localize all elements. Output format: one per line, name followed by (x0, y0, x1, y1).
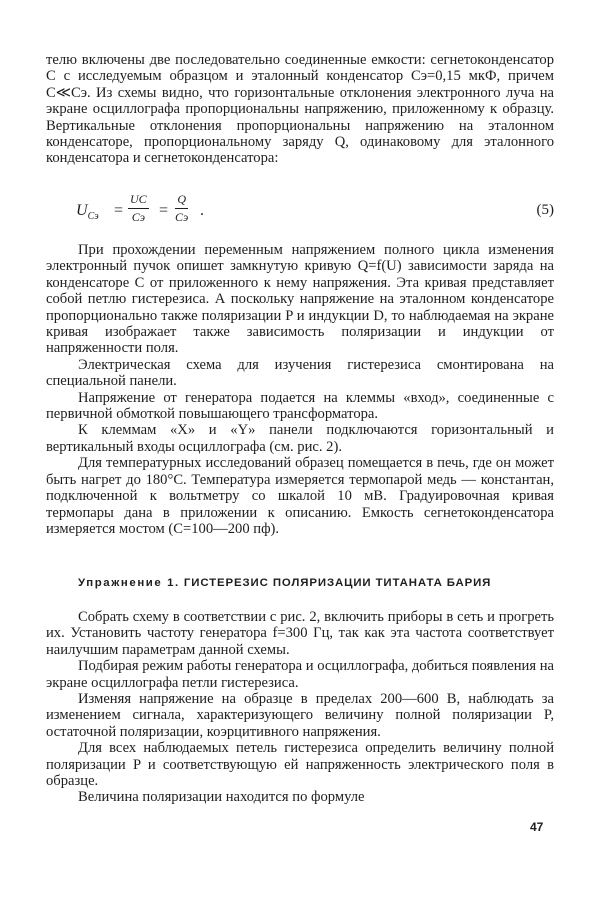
formula-fraction-1 (128, 192, 149, 225)
formula-5 (76, 190, 554, 234)
paragraph-capacitors: телю включены две последовательно соединенные емкости: сегнетоконденсатор C с исследуемым образцом и эталонный конденсатор Cэ=0,15 мкФ, причем C≪Cэ. Из схемы видно, что горизонтальные отклонения электронного луча на экране осциллографа пропорциональны напряжению, приложенному к образцу. Вертикальные отклонения пропорциональны напряжению на эталонном конденсаторе, пропорциональному заряду Q, одинаковому для эталонного конденсатора и сегнетоконденсатора: (46, 52, 554, 167)
exercise-heading (78, 577, 554, 589)
paragraph-terminals: К клеммам «X» и «Y» панели подключаются горизонтальный и вертикальный входы осциллографа (см. рис. 2). (46, 422, 554, 455)
paragraph-electrical-scheme: Электрическая схема для изучения гистерезиса смонтирована на специальной панели. (46, 356, 554, 390)
top-text-block (46, 52, 554, 167)
paragraph-hysteresis-loop: При прохождении переменным напряжением полного цикла изменения электронный пучок опишет замкнутую кривую Q=f(U) зависимости заряда на конденсаторе C от приложенного к нему напряжения. Эта кривая представляет собой петлю гистерезиса. А поскольку напряжение на эталонном конденсаторе пропорционально также поляризации P и индукции D, то наблюдаемая на экране кривая изображает также зависимость поляризации и индукции от напряженности поля. (46, 242, 554, 357)
exercise-title: ГИСТЕРЕЗИС ПОЛЯРИЗАЦИИ ТИТАНАТА БАРИЯ (183, 577, 492, 589)
fraction-1-numerator: UC (128, 192, 149, 209)
paragraph-determine: Для всех наблюдаемых петель гистерезиса определить величину полной поляризации P и соответствующую ей напряженность электрического поля в образце. (46, 740, 554, 790)
fraction-1-denominator: Cэ (131, 210, 145, 224)
paragraph-assemble: Собрать схему в соответствии с рис. 2, включить приборы в сеть и прогреть их. Установить частоту генератора f=300 Гц, так как эта частота соответствует наилучшим параметрам данной схемы. (46, 609, 554, 658)
formula-lhs: $U_{Cэ}$ (76, 202, 99, 223)
paragraph-generator: Напряжение от генератора подается на клеммы «вход», соединенные с первичной обмоткой повышающего трансформатора. (46, 389, 554, 423)
exercise-label: Упражнение 1. (78, 577, 180, 589)
paragraph-formula-intro: Величина поляризации находится по формуле (78, 789, 365, 806)
paragraph-temperature: Для температурных исследований образец помещается в печь, где он может быть нагрет до 180°C. Температура измеряется термопарой медь — константан, подключенной к вольтметру со шкалой 10 мВ. Градуировочная кривая термопары дана в приложении к описанию. Емкость сегнетоконденсатора измеряется мостом (C=100—200 пф). (46, 455, 554, 537)
formula-equals-1: = (114, 202, 124, 219)
formula-fraction-2 (175, 192, 188, 225)
body-text-block (46, 242, 554, 537)
fraction-2-numerator: Q (175, 192, 188, 209)
paragraph-select-mode: Подбирая режим работы генератора и осциллографа, добиться появления на экране осциллографа петли гистерезиса. (46, 658, 554, 691)
page-number: 47 (530, 820, 544, 834)
formula-number: (5) (536, 202, 554, 218)
formula-period: . (200, 202, 204, 219)
formula-lhs-subscript: Cэ (87, 211, 99, 223)
exercise-text-block (46, 609, 554, 806)
paragraph-vary-voltage: Изменяя напряжение на образце в пределах 200—600 В, наблюдать за изменением сигнала, характеризующего величину полной поляризации P, остаточной поляризации, коэрцитивного напряжения. (46, 691, 554, 740)
formula-equals-2: = (159, 202, 169, 219)
fraction-2-denominator: Cэ (175, 210, 189, 224)
